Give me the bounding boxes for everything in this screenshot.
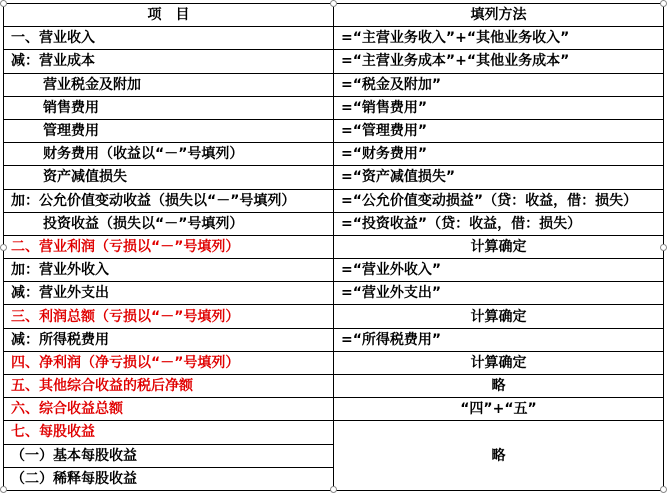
resize-handle-top-right[interactable] bbox=[660, 0, 667, 7]
column-header-item: 项 目 bbox=[4, 4, 334, 27]
method-cell: =“公允价值变动损益”（贷：收益，借：损失） bbox=[334, 189, 664, 212]
merged-method-cell: 略 bbox=[334, 421, 664, 491]
method-cell: =“销售费用” bbox=[334, 96, 664, 119]
method-cell: =“税金及附加” bbox=[334, 73, 664, 96]
table-row bbox=[4, 421, 664, 444]
item-cell: 六、综合收益总额 bbox=[4, 398, 334, 421]
item-cell: 加：公允价值变动收益（损失以“－”号填列） bbox=[4, 189, 334, 212]
method-cell: =“营业外支出” bbox=[334, 282, 664, 305]
method-cell: =“主营业务收入”+“其他业务收入” bbox=[334, 27, 664, 50]
item-cell: 投资收益（损失以“－”号填列） bbox=[4, 212, 334, 235]
item-cell: 资产减值损失 bbox=[4, 166, 334, 189]
method-cell: =“所得税费用” bbox=[334, 328, 664, 351]
item-cell: （二）稀释每股收益 bbox=[4, 467, 334, 490]
method-cell: =“营业外收入” bbox=[334, 259, 664, 282]
item-cell: 管理费用 bbox=[4, 119, 334, 142]
table-row bbox=[4, 119, 664, 142]
table-row bbox=[4, 398, 664, 421]
method-cell: 计算确定 bbox=[334, 351, 664, 374]
item-cell: 四、净利润（净亏损以“－”号填列） bbox=[4, 351, 334, 374]
table-row bbox=[4, 328, 664, 351]
item-cell: 销售费用 bbox=[4, 96, 334, 119]
item-cell: 营业税金及附加 bbox=[4, 73, 334, 96]
table-row bbox=[4, 27, 664, 50]
table-row bbox=[4, 212, 664, 235]
method-cell: =“管理费用” bbox=[334, 119, 664, 142]
item-cell: 七、每股收益 bbox=[4, 421, 334, 444]
item-cell: 三、利润总额（亏损以“－”号填列） bbox=[4, 305, 334, 328]
method-cell: =“财务费用” bbox=[334, 143, 664, 166]
item-cell: 减：营业外支出 bbox=[4, 282, 334, 305]
item-cell: 减：营业成本 bbox=[4, 50, 334, 73]
column-header-method: 填列方法 bbox=[334, 4, 664, 27]
table-row bbox=[4, 375, 664, 398]
resize-handle-middle-left[interactable] bbox=[0, 244, 7, 251]
method-cell: 计算确定 bbox=[334, 235, 664, 258]
resize-handle-top-left[interactable] bbox=[0, 0, 7, 7]
item-cell: （一）基本每股收益 bbox=[4, 444, 334, 467]
method-cell: 略 bbox=[334, 375, 664, 398]
item-cell: 加：营业外收入 bbox=[4, 259, 334, 282]
resize-handle-bottom-center[interactable] bbox=[330, 486, 337, 493]
table-row bbox=[4, 235, 664, 258]
item-cell: 一、营业收入 bbox=[4, 27, 334, 50]
table-row bbox=[4, 351, 664, 374]
method-cell: “四”+“五” bbox=[334, 398, 664, 421]
method-cell: =“投资收益”（贷：收益，借：损失） bbox=[334, 212, 664, 235]
resize-handle-bottom-left[interactable] bbox=[0, 486, 7, 493]
item-cell: 减：所得税费用 bbox=[4, 328, 334, 351]
table-row bbox=[4, 305, 664, 328]
table-row bbox=[4, 143, 664, 166]
table-row bbox=[4, 189, 664, 212]
embedded-table-object[interactable] bbox=[3, 3, 663, 491]
income-statement-table bbox=[3, 3, 664, 491]
resize-handle-top-center[interactable] bbox=[330, 0, 337, 7]
table-row bbox=[4, 259, 664, 282]
method-cell: 计算确定 bbox=[334, 305, 664, 328]
table-row bbox=[4, 282, 664, 305]
table-row bbox=[4, 96, 664, 119]
table-row bbox=[4, 166, 664, 189]
table-row bbox=[4, 50, 664, 73]
resize-handle-middle-right[interactable] bbox=[660, 244, 667, 251]
table-row bbox=[4, 73, 664, 96]
method-cell: =“主营业务成本”+“其他业务成本” bbox=[334, 50, 664, 73]
item-cell: 五、其他综合收益的税后净额 bbox=[4, 375, 334, 398]
resize-handle-bottom-right[interactable] bbox=[660, 486, 667, 493]
method-cell: =“资产减值损失” bbox=[334, 166, 664, 189]
item-cell: 二、营业利润（亏损以“－”号填列） bbox=[4, 235, 334, 258]
item-cell: 财务费用（收益以“－”号填列） bbox=[4, 143, 334, 166]
